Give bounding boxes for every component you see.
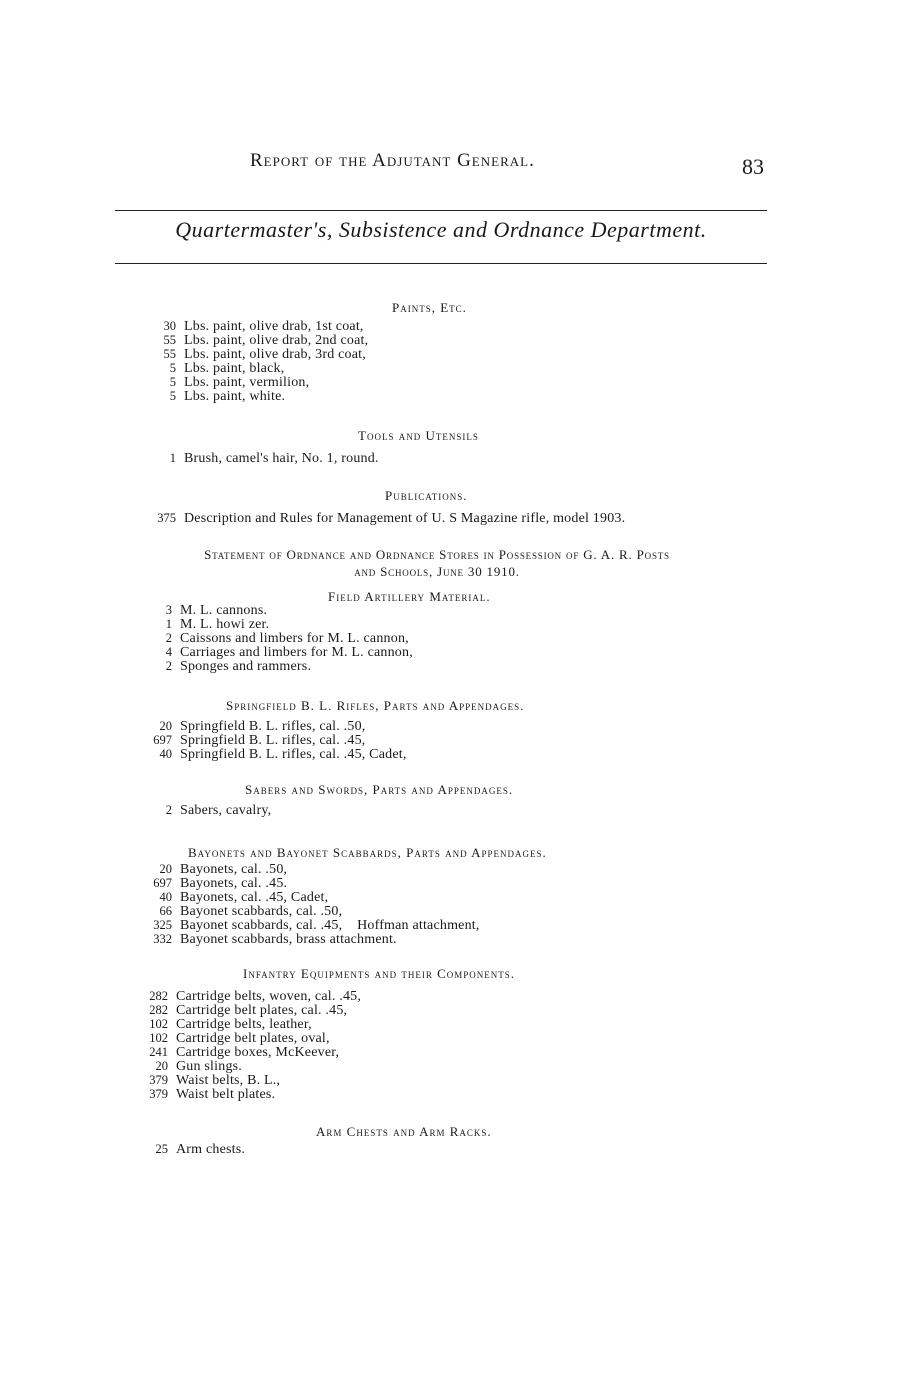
list-item <box>138 862 480 876</box>
item-description: Springfield B. L. rifles, cal. .50, <box>180 719 366 734</box>
item-quantity: 5 <box>169 361 176 375</box>
list-field-artillery <box>138 603 413 673</box>
list-item <box>142 511 625 525</box>
section-heading-tools: Tools and Utensils <box>358 428 479 443</box>
department-title: Quartermaster's, Subsistence and Ordnance Department. <box>175 217 707 242</box>
section-heading-arm-chests: Arm Chests and Arm Racks. <box>316 1124 492 1139</box>
item-quantity: 1 <box>165 617 172 631</box>
item-quantity: 241 <box>149 1045 168 1059</box>
list-sabers <box>138 803 271 817</box>
list-item <box>134 1017 361 1031</box>
running-head: Report of the Adjutant General. <box>250 150 535 171</box>
statement-heading <box>108 546 766 580</box>
item-quantity: 3 <box>165 603 172 617</box>
list-item <box>138 876 480 890</box>
page-number: 83 <box>742 154 764 179</box>
item-quantity: 102 <box>149 1031 168 1045</box>
item-description: Cartridge belt plates, oval, <box>176 1031 330 1046</box>
item-description: Bayonets, cal. .50, <box>180 862 288 877</box>
list-item <box>138 645 413 659</box>
item-description: Gun slings. <box>176 1059 242 1074</box>
list-item <box>138 719 407 733</box>
item-description: Lbs. paint, vermilion, <box>184 375 310 390</box>
list-item <box>142 451 379 465</box>
item-description: Lbs. paint, olive drab, 1st coat, <box>184 319 364 334</box>
list-item <box>142 375 368 389</box>
list-publications <box>142 511 625 525</box>
item-quantity: 40 <box>159 747 172 761</box>
item-description: M. L. howi zer. <box>180 617 270 632</box>
item-quantity: 4 <box>165 645 172 659</box>
item-quantity: 697 <box>153 876 172 890</box>
item-description: Brush, camel's hair, No. 1, round. <box>184 451 379 466</box>
item-quantity: 282 <box>149 1003 168 1017</box>
item-quantity: 30 <box>163 319 176 333</box>
item-quantity: 2 <box>165 803 172 817</box>
item-description: Arm chests. <box>176 1142 246 1157</box>
item-quantity: 55 <box>163 333 176 347</box>
list-item <box>138 617 413 631</box>
section-heading-infantry: Infantry Equipments and their Components. <box>243 966 516 981</box>
list-item <box>138 904 480 918</box>
list-item <box>138 747 407 761</box>
item-quantity: 55 <box>163 347 176 361</box>
list-item <box>134 1031 361 1045</box>
item-description: Lbs. paint, black, <box>184 361 285 376</box>
item-quantity: 5 <box>169 375 176 389</box>
item-description: Lbs. paint, olive drab, 2nd coat, <box>184 333 369 348</box>
item-description: Sabers, cavalry, <box>180 803 272 818</box>
item-quantity: 379 <box>149 1087 168 1101</box>
list-item <box>138 659 413 673</box>
top-rule <box>115 210 767 211</box>
list-tools <box>142 451 379 465</box>
item-quantity: 332 <box>153 932 172 946</box>
list-item <box>138 890 480 904</box>
list-springfield <box>138 719 407 761</box>
list-item <box>134 1003 361 1017</box>
item-description: Bayonet scabbards, cal. .50, <box>180 904 343 919</box>
list-item <box>134 1059 361 1073</box>
list-item <box>138 733 407 747</box>
item-description: Carriages and limbers for M. L. cannon, <box>180 645 413 660</box>
section-heading-field-artillery: Field Artillery Material. <box>328 589 491 604</box>
list-item <box>134 989 361 1003</box>
item-description: M. L. cannons. <box>180 603 268 618</box>
item-description: Cartridge belts, woven, cal. .45, <box>176 989 362 1004</box>
item-quantity: 66 <box>159 904 172 918</box>
list-item <box>134 1142 245 1156</box>
list-item <box>142 333 368 347</box>
item-quantity: 697 <box>153 733 172 747</box>
item-quantity: 375 <box>157 511 176 525</box>
list-item <box>142 319 368 333</box>
section-heading-publications: Publications. <box>385 488 468 503</box>
item-description: Bayonets, cal. .45. <box>180 876 288 891</box>
section-heading-bayonets: Bayonets and Bayonet Scabbards, Parts and Appendages. <box>188 845 547 860</box>
list-item <box>138 631 413 645</box>
statement-line-1: Statement of Ordnance and Ordnance Stores in Possession of G. A. R. Posts <box>204 547 670 562</box>
item-description: Description and Rules for Management of U. S Magazine rifle, model 1903. <box>184 511 626 526</box>
item-quantity: 1 <box>169 451 176 465</box>
item-quantity: 282 <box>149 989 168 1003</box>
item-description: Bayonet scabbards, cal. .45, Hoffman attachment, <box>180 918 480 933</box>
item-quantity: 20 <box>159 719 172 733</box>
item-quantity: 5 <box>169 389 176 403</box>
list-item <box>142 347 368 361</box>
item-description: Lbs. paint, white. <box>184 389 286 404</box>
list-bayonets <box>138 862 480 946</box>
list-item <box>138 932 480 946</box>
item-description: Springfield B. L. rifles, cal. .45, <box>180 733 366 748</box>
item-quantity: 2 <box>165 659 172 673</box>
item-quantity: 379 <box>149 1073 168 1087</box>
item-quantity: 20 <box>155 1059 168 1073</box>
bottom-rule <box>115 263 767 264</box>
list-item <box>142 389 368 403</box>
item-description: Bayonets, cal. .45, Cadet, <box>180 890 329 905</box>
list-item <box>138 603 413 617</box>
item-description: Caissons and limbers for M. L. cannon, <box>180 631 409 646</box>
item-quantity: 20 <box>159 862 172 876</box>
section-heading-springfield: Springfield B. L. Rifles, Parts and Appendages. <box>226 698 525 713</box>
item-quantity: 25 <box>155 1142 168 1156</box>
item-description: Cartridge boxes, McKeever, <box>176 1045 340 1060</box>
list-infantry <box>134 989 361 1101</box>
list-paints <box>142 319 368 403</box>
item-quantity: 102 <box>149 1017 168 1031</box>
statement-line-2: and Schools, June 30 1910. <box>354 564 520 579</box>
list-item <box>134 1087 361 1101</box>
item-quantity: 40 <box>159 890 172 904</box>
item-description: Lbs. paint, olive drab, 3rd coat, <box>184 347 366 362</box>
item-description: Sponges and rammers. <box>180 659 312 674</box>
item-description: Bayonet scabbards, brass attachment. <box>180 932 397 947</box>
item-description: Cartridge belt plates, cal. .45, <box>176 1003 348 1018</box>
item-quantity: 325 <box>153 918 172 932</box>
list-item <box>138 803 271 817</box>
section-heading-sabers: Sabers and Swords, Parts and Appendages. <box>245 782 514 797</box>
list-item <box>134 1045 361 1059</box>
item-description: Waist belts, B. L., <box>176 1073 281 1088</box>
item-description: Springfield B. L. rifles, cal. .45, Cadet, <box>180 747 407 762</box>
item-description: Waist belt plates. <box>176 1087 276 1102</box>
list-item <box>138 918 480 932</box>
item-description: Cartridge belts, leather, <box>176 1017 312 1032</box>
list-item <box>134 1073 361 1087</box>
list-arm-chests <box>134 1142 245 1156</box>
list-item <box>142 361 368 375</box>
section-heading-paints: Paints, Etc. <box>392 300 467 315</box>
item-quantity: 2 <box>165 631 172 645</box>
